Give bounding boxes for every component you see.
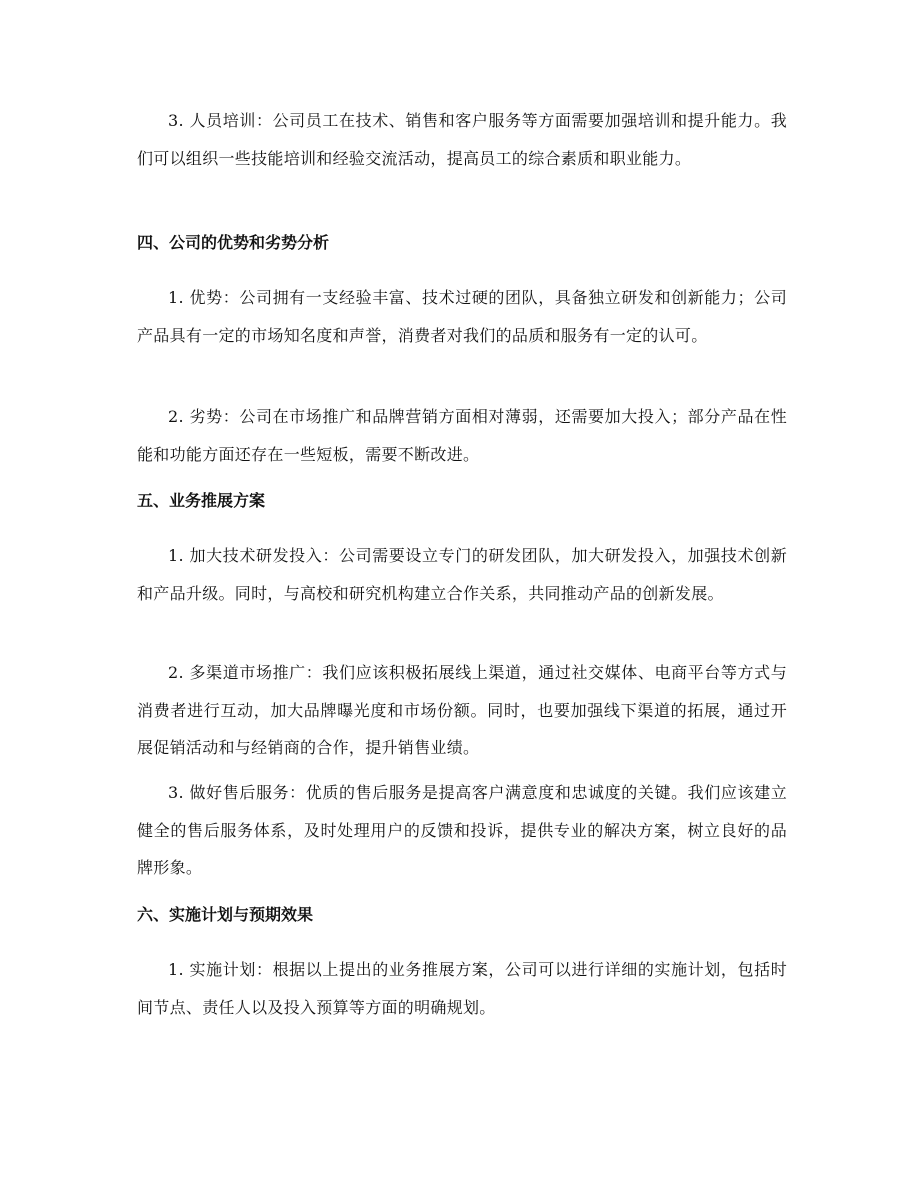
paragraph-implementation-plan: 1. 实施计划：根据以上提出的业务推展方案，公司可以进行详细的实施计划，包括时间节点、责任人以及投入预算等方面的明确规划。 xyxy=(137,960,787,1017)
paragraph-staff-training: 3. 人员培训：公司员工在技术、销售和客户服务等方面需要加强培训和提升能力。我们可以组织一些技能培训和经验交流活动，提高员工的综合素质和职业能力。 xyxy=(137,111,787,168)
paragraph-after-sales-service: 3. 做好售后服务：优质的售后服务是提高客户满意度和忠诚度的关键。我们应该建立健全的售后服务体系，及时处理用户的反馈和投诉，提供专业的解决方案，树立良好的品牌形象。 xyxy=(137,783,787,877)
paragraph-multichannel-marketing: 2. 多渠道市场推广：我们应该积极拓展线上渠道，通过社交媒体、电商平台等方式与消费者进行互动，加大品牌曝光度和市场份额。同时，也要加强线下渠道的拓展，通过开展促销活动和与经销商的合作，提升销售业绩。 xyxy=(137,663,787,757)
section-heading-implementation: 六、实施计划与预期效果 xyxy=(137,905,314,924)
section-heading-business-plan: 五、业务推展方案 xyxy=(137,491,266,510)
paragraph-strengths: 1. 优势：公司拥有一支经验丰富、技术过硬的团队，具备独立研发和创新能力；公司产品具有一定的市场知名度和声誉，消费者对我们的品质和服务有一定的认可。 xyxy=(137,288,787,345)
paragraph-weaknesses: 2. 劣势：公司在市场推广和品牌营销方面相对薄弱，还需要加大投入；部分产品在性能和功能方面还存在一些短板，需要不断改进。 xyxy=(137,407,787,464)
paragraph-rd-investment: 1. 加大技术研发投入：公司需要设立专门的研发团队，加大研发投入，加强技术创新和产品升级。同时，与高校和研究机构建立合作关系，共同推动产品的创新发展。 xyxy=(137,546,787,603)
section-heading-strengths-weaknesses: 四、公司的优势和劣势分析 xyxy=(137,233,330,252)
